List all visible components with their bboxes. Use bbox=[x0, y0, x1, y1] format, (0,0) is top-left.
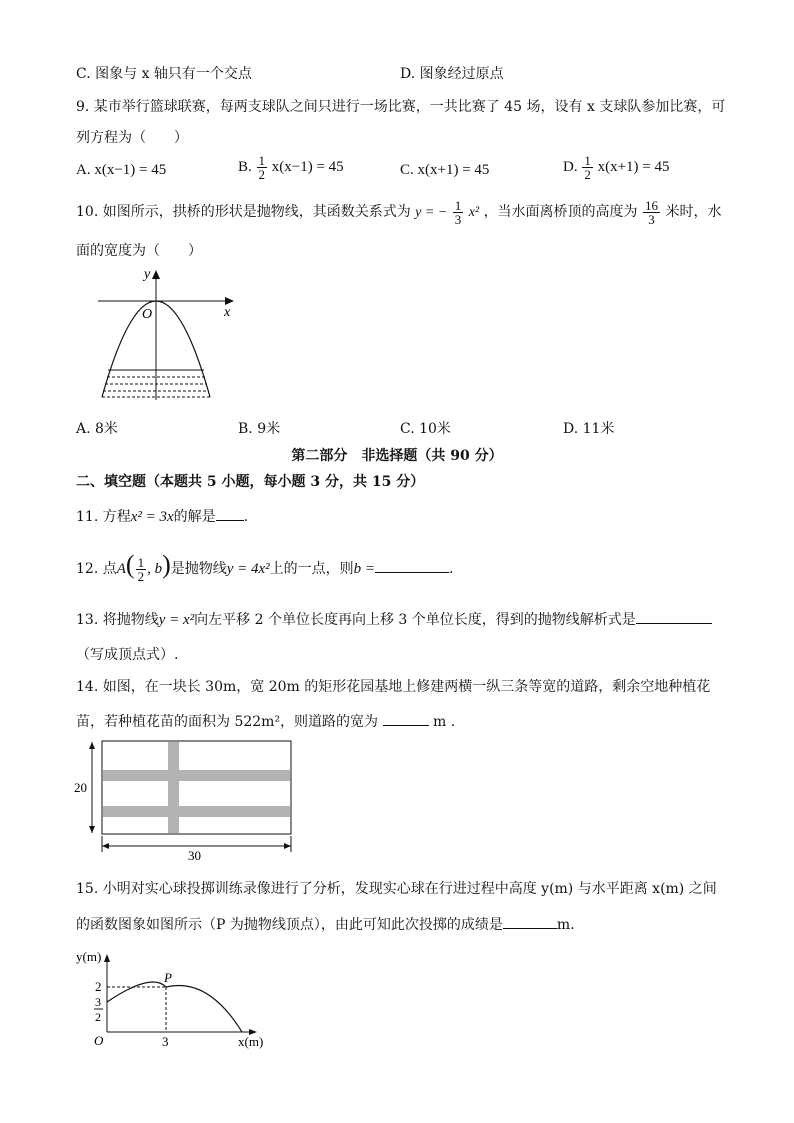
q14-answer-blank[interactable] bbox=[383, 725, 429, 726]
q10-height-frac: $\frac{16}{3}$ bbox=[645, 197, 659, 227]
q9-option-d-label: D. bbox=[563, 158, 578, 175]
q14-height-arrow-top bbox=[89, 742, 95, 749]
q10-stem-a: 10. 如图所示，拱桥的形状是抛物线，其函数关系式为 bbox=[76, 204, 411, 220]
q9-option-a: A. x(x−1) = 45 bbox=[76, 162, 167, 178]
q12-answer-blank[interactable] bbox=[375, 572, 449, 573]
q15-y-label: y(m) bbox=[76, 949, 102, 964]
q14-width-arrow-right bbox=[284, 843, 291, 849]
q14-garden-rect bbox=[102, 741, 291, 834]
q11-end: . bbox=[243, 509, 249, 525]
q15-origin: O bbox=[94, 1033, 104, 1048]
q14-height-arrow-bottom bbox=[89, 826, 95, 833]
q9-option-b-label: B. bbox=[238, 158, 252, 175]
q10-option-a: A. 8米 bbox=[76, 421, 118, 437]
q12-point-frac: $\frac{1}{2}$ bbox=[137, 554, 145, 584]
q12-question bbox=[76, 548, 454, 586]
q10-stem-c: 米时，水 bbox=[665, 204, 722, 220]
q15-text-a: 的函数图象如图所示（P 为抛物线顶点），由此可知此次投掷的成绩是 bbox=[76, 917, 503, 933]
q13-answer-blank[interactable] bbox=[636, 623, 712, 624]
q14-road-horizontal-2 bbox=[103, 806, 290, 817]
q15-y-tick-3-2-num: 3 bbox=[95, 995, 101, 1009]
q10-fig-origin: O bbox=[142, 307, 153, 322]
q11-text-b: 的解是 bbox=[173, 509, 216, 525]
q11-answer-blank[interactable] bbox=[216, 520, 244, 521]
q15-x-label: x(m) bbox=[238, 1034, 264, 1049]
q14-width-arrow-left bbox=[102, 843, 109, 849]
q15-y-tick-2: 2 bbox=[95, 979, 102, 994]
q10-stem-b: ，当水面离桥顶的高度为 bbox=[483, 204, 638, 220]
q15-x-tick-3: 3 bbox=[162, 1034, 169, 1049]
q12-text-a: 12. 点 bbox=[76, 561, 117, 577]
q11-equation: x² = 3x bbox=[130, 509, 174, 525]
q10-stem-line1 bbox=[76, 197, 721, 228]
q9-option-b-half: $\frac{1}{2}$ bbox=[258, 153, 266, 182]
q12-text-c: 上的一点，则 bbox=[269, 561, 354, 577]
q15-throw-graph bbox=[74, 944, 284, 1054]
q10-fig-x-label: x bbox=[224, 305, 231, 320]
q10-fig-y-label: y bbox=[144, 267, 151, 282]
q10-option-d: D. 11米 bbox=[563, 421, 615, 437]
q15-text-b: m. bbox=[556, 917, 575, 933]
q15-line2 bbox=[76, 914, 575, 934]
q15-y-tick-3-2-den: 2 bbox=[95, 1010, 101, 1024]
q12-point-a: A bbox=[116, 561, 126, 577]
q10-y-arrow bbox=[152, 270, 160, 279]
q11-question bbox=[76, 506, 248, 526]
q10-arch-bridge-figure bbox=[96, 264, 246, 404]
q8-option-c: C. 图象与 x 轴只有一个交点 bbox=[76, 66, 252, 82]
q12-left-paren: ( bbox=[125, 550, 135, 579]
q12-end: . bbox=[449, 561, 454, 577]
q12-text-b: 是抛物线 bbox=[170, 561, 227, 577]
q15-vertex-p: P bbox=[164, 970, 172, 985]
q12-equation: y = 4x² bbox=[226, 561, 270, 577]
q13-equation: y = x² bbox=[158, 612, 195, 628]
q10-func-x2: x² bbox=[468, 205, 480, 220]
q9-option-d-tail: x(x+1) = 45 bbox=[597, 158, 670, 175]
q11-text-a: 11. 方程 bbox=[76, 509, 131, 525]
q14-line2 bbox=[76, 711, 455, 731]
q13-text-b: 向左平移 2 个单位长度再向上移 3 个单位长度，得到的抛物线解析式是 bbox=[194, 612, 636, 628]
q9-option-b bbox=[238, 154, 344, 181]
q13-question-line2: （写成顶点式）. bbox=[76, 647, 179, 663]
q12-point-b: , b bbox=[147, 561, 163, 577]
q9-stem-line1: 9. 某市举行篮球联赛，每两支球队之间只进行一场比赛，一共比赛了 45 场，设有 x 支球队参加比赛，可 bbox=[76, 99, 726, 115]
q15-line1: 15. 小明对实心球投掷训练录像进行了分析，发现实心球在行进过程中高度 y(m) 与水平距离 x(m) 之间 bbox=[76, 881, 717, 897]
q14-width-label: 30 bbox=[188, 848, 201, 862]
q14-text-a: 苗，若种植花苗的面积为 522m²，则道路的宽为 bbox=[76, 714, 379, 730]
q15-y-arrow bbox=[104, 954, 110, 962]
q10-option-b: B. 9米 bbox=[238, 421, 281, 437]
q10-stem-line2: 面的宽度为（ ） bbox=[76, 243, 202, 259]
q15-parabola-path bbox=[107, 982, 242, 1032]
q13-question-line1 bbox=[76, 609, 712, 629]
q10-x-arrow bbox=[225, 297, 234, 305]
q10-option-c: C. 10米 bbox=[400, 421, 451, 437]
q14-text-b: m . bbox=[432, 714, 456, 730]
q9-option-c: C. x(x+1) = 45 bbox=[400, 162, 490, 178]
q14-line1: 14. 如图，在一块长 30m，宽 20m 的矩形花园基地上修建两横一纵三条等宽的道路，剩余空地种植花 bbox=[76, 679, 711, 695]
section-fill-blank-heading: 二、填空题（本题共 5 小题，每小题 3 分，共 15 分） bbox=[76, 474, 425, 490]
q12-right-paren: ) bbox=[162, 550, 171, 579]
q9-stem-line2: 列方程为（ ） bbox=[76, 130, 188, 146]
q9-option-d bbox=[563, 154, 670, 181]
q10-func-frac: $\frac{1}{3}$ bbox=[454, 197, 462, 227]
q13-text-a: 13. 将抛物线 bbox=[76, 612, 159, 628]
q10-func-y: y = − bbox=[415, 205, 448, 220]
q9-option-d-half: $\frac{1}{2}$ bbox=[584, 153, 591, 182]
q8-option-d: D. 图象经过原点 bbox=[400, 66, 504, 82]
q14-road-horizontal-1 bbox=[103, 770, 290, 781]
q9-option-b-tail: x(x−1) = 45 bbox=[271, 158, 344, 175]
q15-answer-blank[interactable] bbox=[503, 928, 557, 929]
q14-height-label: 20 bbox=[74, 780, 87, 795]
part2-title: 第二部分 非选择题（共 90 分） bbox=[291, 448, 503, 464]
q14-road-vertical bbox=[168, 742, 179, 833]
q12-b-eq: b = bbox=[353, 561, 376, 577]
q14-garden-figure bbox=[72, 738, 298, 862]
